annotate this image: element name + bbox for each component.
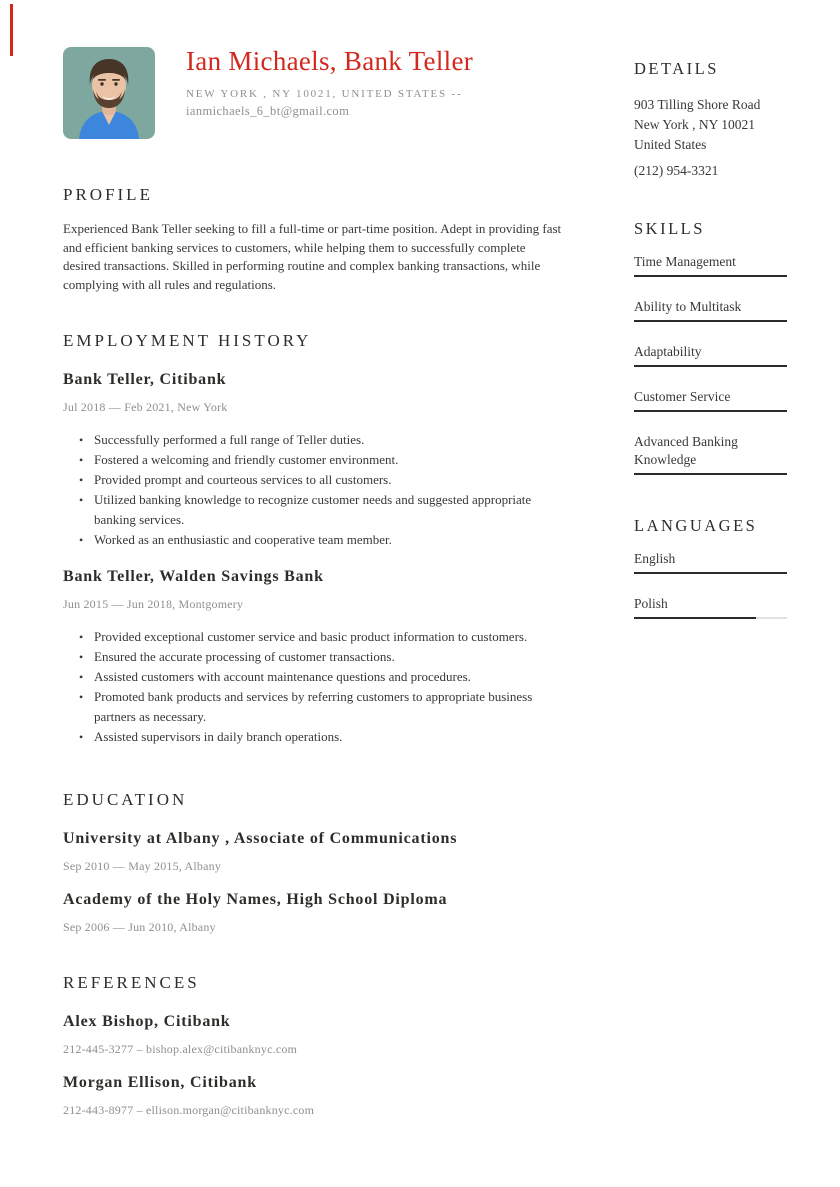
contact-address-line: NEW YORK , NY 10021, UNITED STATES -- [186,88,463,100]
skill-level-bar [634,275,787,277]
address-line: United States [634,137,707,152]
phone-number: (212) 954-3321 [634,163,719,178]
reference-contact[interactable]: 212-445-3277 – bishop.alex@citibanknyc.com [63,1042,298,1056]
skill-level-bar [634,320,787,322]
reference-entry [63,1012,564,1057]
contact-email[interactable]: ianmichaels_6_bt@gmail.com [186,104,350,118]
skill-label: Time Management [634,254,736,269]
language-level-bar [634,617,787,619]
job-title: Bank Teller, Citibank [63,371,227,388]
languages-heading: LANGUAGES [634,516,758,535]
education-heading: EDUCATION [63,790,188,809]
job-bullet: • Promoted bank products and services by referring customers to appropriate business partners as necessary. [63,687,564,727]
section-references [63,973,564,1118]
reference-name: Alex Bishop, Citibank [63,1013,231,1030]
candidate-name-title: Ian Michaels, Bank Teller [186,46,474,76]
skill-label: Ability to Multitask [634,299,742,314]
job-bullet: • Provided exceptional customer service and basic product information to customers. [63,627,564,647]
skill-item [634,343,787,367]
profile-summary: Experienced Bank Teller seeking to fill a full-time or part-time position. Adept in providing fast and efficient banking services to customers, while helping them to successfully complete desired transactions. Skilled in performing routine and complex banking transactions, while complying with all rules and regulations. [63,221,562,292]
details-heading: DETAILS [634,59,719,78]
job-bullet: • Assisted customers with account maintenance questions and procedures. [63,667,564,687]
address-line: 903 Tilling Shore Road [634,97,761,112]
skill-level-bar [634,365,787,367]
sidebar-section-skills [634,219,787,475]
job-bullet: • Fostered a welcoming and friendly customer environment. [63,450,564,470]
job-dates-location: Jun 2015 — Jun 2018, Montgomery [63,597,244,611]
skills-heading: SKILLS [634,219,705,238]
sidebar-section-languages [634,516,787,619]
job-bullet: • Worked as an enthusiastic and cooperative team member. [63,530,564,550]
skill-label: Advanced Banking Knowledge [634,434,738,467]
red-edge-marker [10,4,13,56]
language-item [634,550,787,574]
job-entry [63,567,564,747]
employment-heading: EMPLOYMENT HISTORY [63,331,312,350]
section-profile [63,185,564,294]
profile-heading: PROFILE [63,185,153,204]
language-item [634,595,787,619]
education-dates-location: Sep 2010 — May 2015, Albany [63,859,222,873]
section-employment-history [63,331,564,747]
skill-item [634,253,787,277]
job-bullet: • Ensured the accurate processing of customer transactions. [63,647,564,667]
skill-level-bar [634,410,787,412]
address-line: New York , NY 10021 [634,117,756,132]
references-heading: REFERENCES [63,973,200,992]
education-dates-location: Sep 2006 — Jun 2010, Albany [63,920,216,934]
education-title: University at Albany , Associate of Communications [63,830,458,847]
job-bullet: • Utilized banking knowledge to recognize customer needs and suggested appropriate banking services. [63,490,564,530]
section-education [63,790,564,935]
reference-name: Morgan Ellison, Citibank [63,1074,257,1091]
job-entry [63,370,564,550]
skill-level-bar [634,473,787,475]
language-label: English [634,551,676,566]
education-title: Academy of the Holy Names, High School Diploma [63,891,448,908]
language-level-bar [634,572,787,574]
skill-label: Adaptability [634,344,702,359]
education-entry [63,829,564,874]
sidebar-column [634,0,787,619]
job-bullet: • Successfully performed a full range of Teller duties. [63,430,564,450]
reference-entry [63,1073,564,1118]
education-entry [63,890,564,935]
sidebar-section-details [634,59,787,181]
job-bullet: • Assisted supervisors in daily branch operations. [63,727,564,747]
address-block [634,95,787,155]
job-title: Bank Teller, Walden Savings Bank [63,568,324,585]
reference-contact[interactable]: 212-443-8977 – ellison.morgan@citibanknyc.com [63,1103,315,1117]
language-label: Polish [634,596,668,611]
job-dates-location: Jul 2018 — Feb 2021, New York [63,400,228,414]
skill-label: Customer Service [634,389,731,404]
main-column [63,0,564,1118]
job-bullet-list [63,627,564,747]
skill-item [634,298,787,322]
skill-item [634,433,787,475]
job-bullet-list [63,430,564,550]
skill-item [634,388,787,412]
job-bullet: • Provided prompt and courteous services to all customers. [63,470,564,490]
